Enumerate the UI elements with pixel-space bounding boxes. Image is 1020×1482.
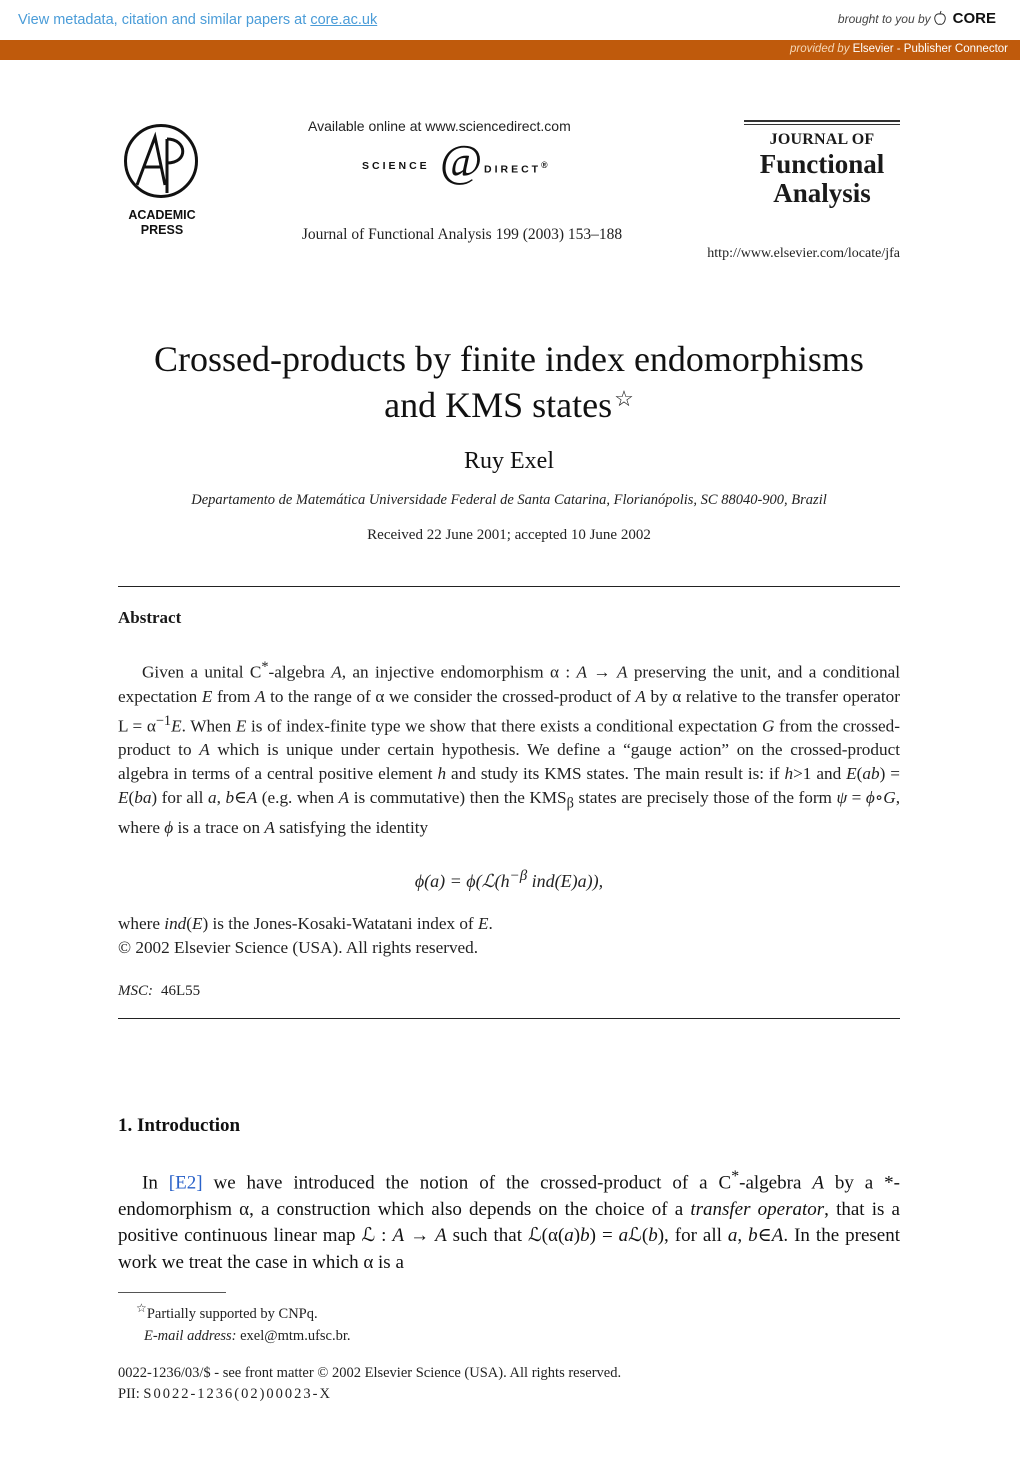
abstract-top-rule xyxy=(118,586,900,587)
front-matter-line: 0022-1236/03/$ - see front matter © 2002 Elsevier Science (USA). All rights reserved. xyxy=(118,1365,622,1381)
title-footnote-star-icon[interactable]: ☆ xyxy=(614,386,634,411)
introduction-paragraph: In [E2] we have introduced the notion of the crossed-product of a C*-algebra A by a *-endomorphism α, a construction which also depends on the choice of a transfer operator, that is a positive continuous linear map ℒ : A → A such that ℒ(α(a)b) = aℒ(b), for all a, b∈A. In the present work we treat the case in which α is a xyxy=(118,1168,900,1273)
journal-header: ACADEMIC PRESS Available online at www.sciencedirect.com SCIENCE @ DIRECT® Journal of Functional Analysis 199 (2003) 153–188 JOURNAL OF Functional Analysis http://www.elsevier.com/locate/jfa xyxy=(0,110,1020,270)
title-line-2: and KMS states☆ xyxy=(384,385,634,425)
copyright-line: © 2002 Elsevier Science (USA). All rights reserved. xyxy=(118,938,479,957)
available-online-text[interactable]: Available online at www.sciencedirect.com xyxy=(308,118,571,134)
abstract-heading: Abstract xyxy=(118,608,182,627)
footnote-star-icon: ☆ xyxy=(136,1301,147,1315)
author-affiliation: Departamento de Matemática Universidade Federal de Santa Catarina, Florianópolis, SC 88040-900, Brazil xyxy=(191,492,827,508)
citation-link-e2[interactable]: [E2] xyxy=(168,1172,203,1194)
author-name: Ruy Exel xyxy=(464,448,554,474)
core-brought-by[interactable]: brought to you by CORE xyxy=(837,10,996,27)
sciencedirect-logo: SCIENCE @ DIRECT® xyxy=(362,135,551,186)
journal-logo: JOURNAL OF Functional Analysis xyxy=(744,120,900,207)
received-dates: Received 22 June 2001; accepted 10 June 2002 xyxy=(367,527,651,543)
author-email[interactable]: exel@mtm.ufsc.br. xyxy=(240,1327,351,1344)
core-header xyxy=(0,0,1020,40)
title-line-1: Crossed-products by finite index endomorphisms xyxy=(154,339,864,379)
front-matter xyxy=(118,1363,900,1405)
abstract-bottom-rule xyxy=(118,1018,900,1019)
pii-line: PII: S0022-1236(02)00023-X xyxy=(118,1386,332,1402)
footnote: ☆Partially supported by CNPq. E-mail address: exel@mtm.ufsc.br. xyxy=(136,1301,351,1344)
sciencedirect-block xyxy=(262,118,662,243)
core-logo-text: CORE xyxy=(952,10,996,27)
identity-formula: $\phi(a) = \phi(ℒ(h^{-\beta}$ ind(E)a)), xyxy=(414,868,604,891)
sd-at-icon: @ xyxy=(440,135,483,186)
paper-title xyxy=(118,336,900,428)
section-heading-introduction: 1. Introduction xyxy=(118,1115,241,1136)
abstract-continuation: where ind(E) is the Jones-Kosaki-Watatani index of E. © 2002 Elsevier Science (USA). All rights reserved. xyxy=(118,912,900,960)
core-metadata-link[interactable]: View metadata, citation and similar papers at core.ac.uk xyxy=(18,12,378,28)
ap-logo-circle xyxy=(124,124,198,198)
ap-monogram-icon xyxy=(127,127,195,195)
core-url-link[interactable]: core.ac.uk xyxy=(310,12,378,28)
abstract-body: Given a unital C*-algebra A, an injective endomorphism α : A → A preserving the unit, and a conditional expectation E from A to the range of α we consider the crossed-product of A by α relative to the transfer operator $L = \alpha^{-1}E$. When E is of index-finite type we show that there exists a conditional expectation G from the crossed-product to A which is unique under certain hypothesis. We define a “gauge action” on the crossed-product algebra in terms of a central positive element h and study its KMS states. The main result is: if h>1 and E(ab) = E(ba) for all a, b∈A (e.g. when A is commutative) then the $KMS_\beta$ states are precisely those of the form ψ = ϕ∘G, where ϕ is a trace on A satisfying the identity xyxy=(118,659,901,837)
footnote-rule xyxy=(118,1292,226,1293)
provider-name[interactable]: Elsevier - Publisher Connector xyxy=(852,43,1008,55)
core-apple-icon xyxy=(933,10,947,26)
core-provider-bar: provided by Elsevier - Publisher Connector xyxy=(0,40,1020,60)
journal-citation: Journal of Functional Analysis 199 (2003) 153–188 xyxy=(301,226,623,243)
journal-url[interactable]: http://www.elsevier.com/locate/jfa xyxy=(707,246,900,261)
msc-classification: MSC: 46L55 xyxy=(118,983,201,999)
